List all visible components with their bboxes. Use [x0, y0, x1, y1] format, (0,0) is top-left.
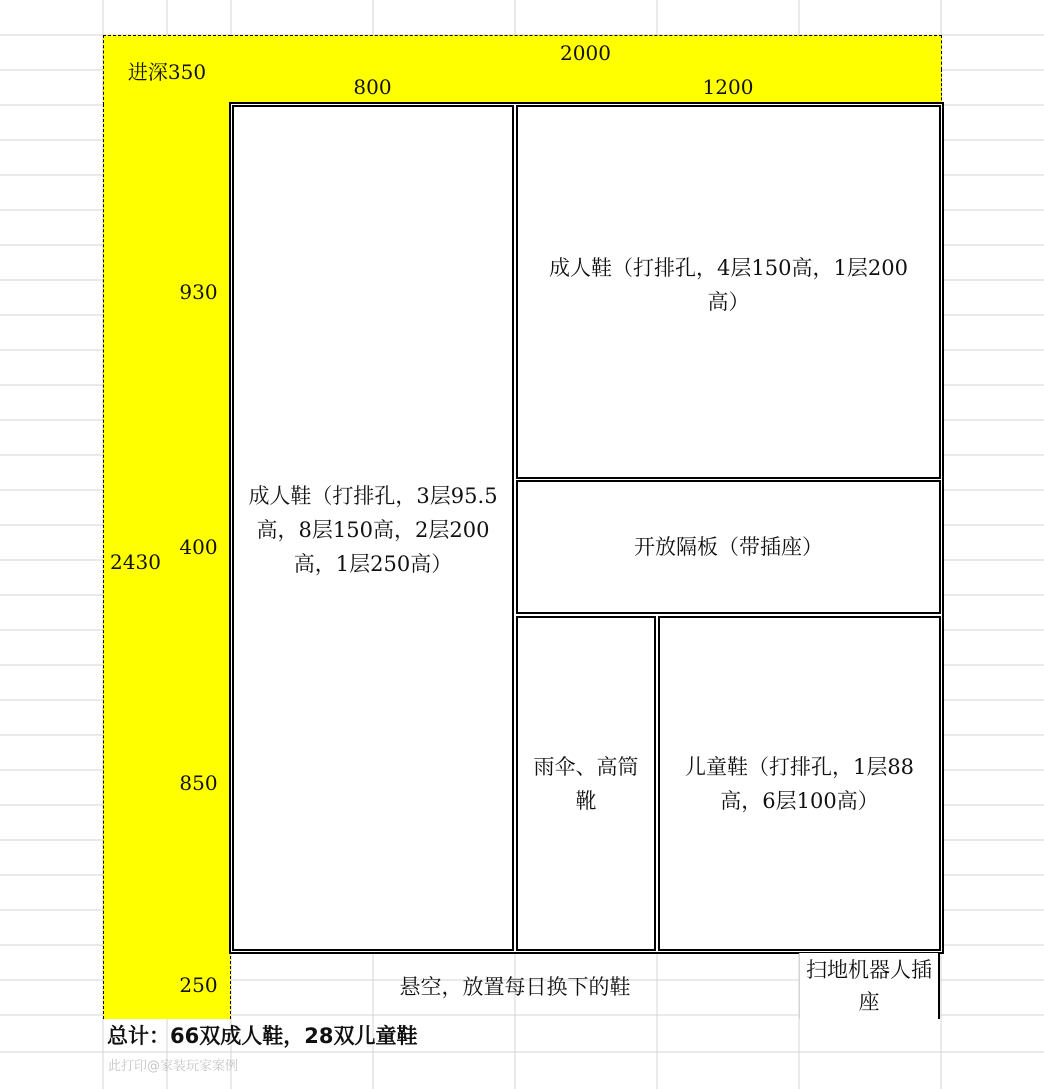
kids-shoes-label: 儿童鞋（打排孔，1层88高，6层100高） — [684, 754, 915, 813]
height-label-930: 930 — [179, 279, 218, 304]
robot-socket-area — [799, 953, 940, 1019]
umbrella-boots-compartment — [516, 616, 656, 951]
open-shelf-compartment — [516, 480, 941, 614]
summary-text: 总计：66双成人鞋，28双儿童鞋 — [107, 1024, 418, 1048]
height-cell-1 — [167, 104, 231, 480]
left-width-cell — [230, 69, 516, 105]
open-shelf-label: 开放隔板（带插座） — [634, 535, 823, 559]
adult-shoes-right-label: 成人鞋（打排孔，4层150高，1层200高） — [549, 256, 908, 314]
umbrella-boots-label: 雨伞、高筒靴 — [533, 754, 639, 813]
depth-label: 进深350 — [127, 59, 207, 84]
robot-socket-label: 扫地机器人插座 — [806, 958, 932, 1014]
height-cell-3 — [167, 615, 231, 952]
hanging-space-label: 悬空，放置每日换下的鞋 — [399, 975, 631, 999]
hanging-space — [232, 953, 798, 1019]
height-cell-4 — [167, 951, 231, 1019]
total-height-cell — [103, 104, 168, 1019]
adult-shoes-right-compartment — [516, 105, 941, 479]
height-label-250: 250 — [179, 973, 218, 997]
height-label-400: 400 — [179, 535, 218, 559]
kids-shoes-compartment — [658, 616, 941, 951]
watermark: 此打印@家装玩家案例 — [108, 1059, 239, 1074]
height-cell-2 — [167, 479, 231, 616]
right-width-cell — [515, 69, 942, 105]
depth-label-cell — [103, 35, 231, 105]
adult-shoes-left-compartment — [232, 105, 514, 951]
adult-shoes-left-label: 成人鞋（打排孔，3层95.5高，8层150高，2层200高，1层250高） — [248, 484, 498, 576]
height-label-850: 850 — [179, 771, 218, 795]
total-width-label: 2000 — [560, 40, 611, 65]
total-height-label: 2430 — [110, 549, 161, 574]
left-width-label: 800 — [353, 74, 392, 99]
right-width-label: 1200 — [702, 74, 754, 99]
total-width-cell — [230, 35, 942, 70]
